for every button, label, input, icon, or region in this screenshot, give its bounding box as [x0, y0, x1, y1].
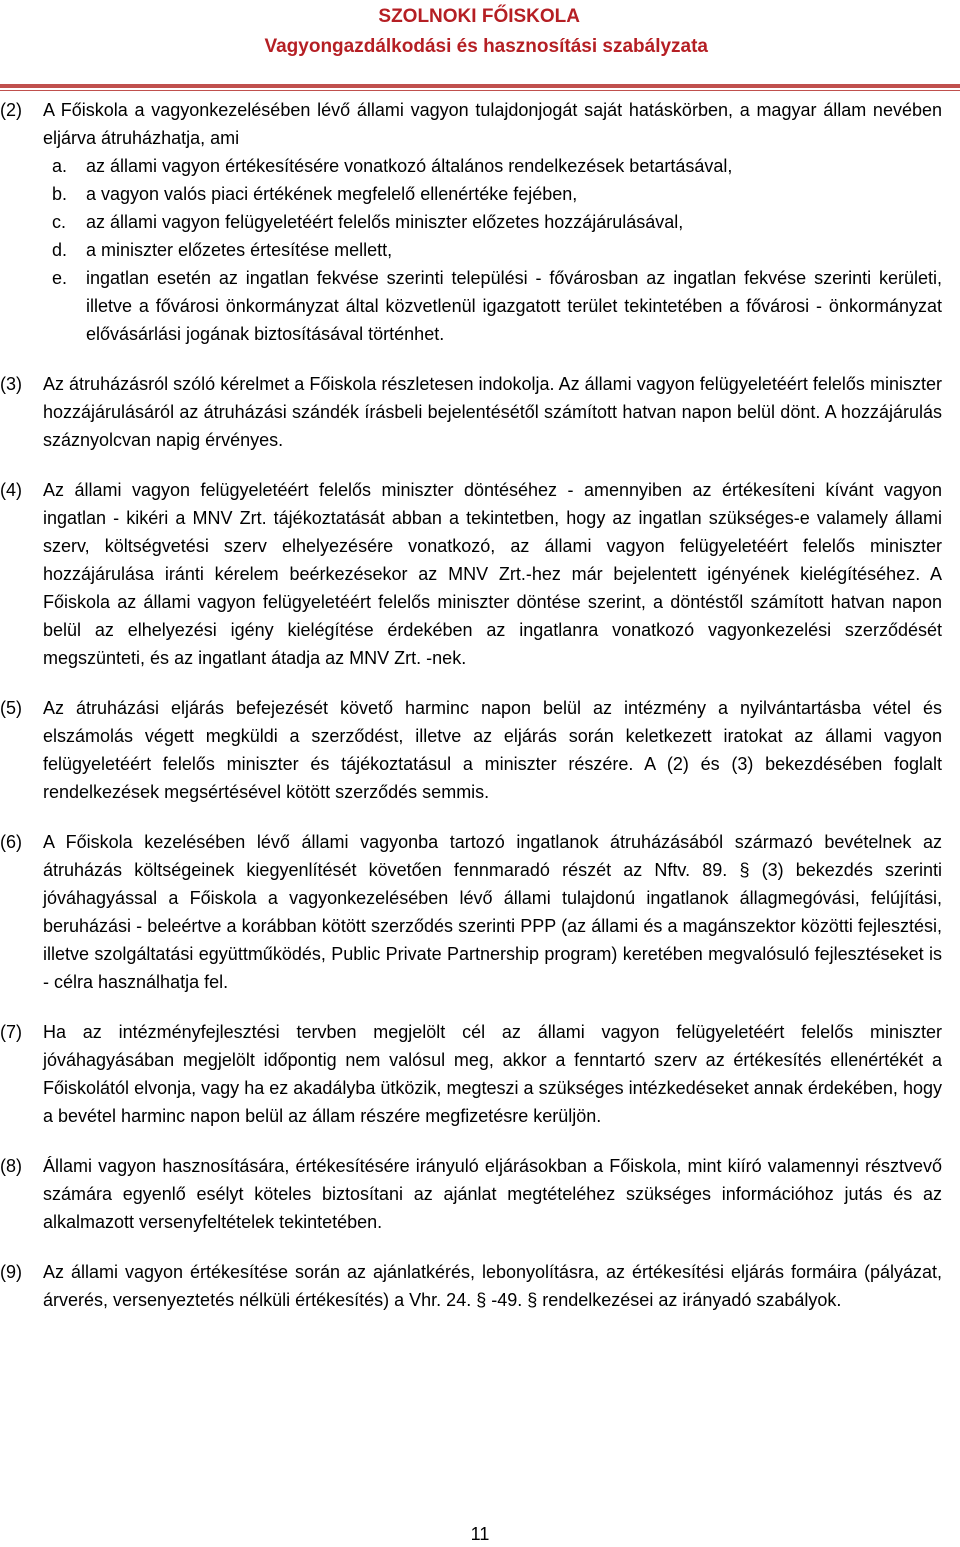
paragraph-number: (3)	[0, 374, 22, 394]
paragraph-7	[0, 1018, 942, 1130]
list-item	[43, 236, 942, 264]
list-item-text: az állami vagyon értékesítésére vonatkozó általános rendelkezések betartásával,	[86, 156, 733, 176]
paragraph-text: Ha az intézményfejlesztési tervben megjelölt cél az állami vagyon felügyeletéért felelős miniszter jóváhagyásában megjelölt időpontig nem valósul meg, akkor a fenntartó szerv az értékesítés ellenértékét a Főiskolától elvonja, vagy ha ez akadályba ütközik, megteszi a szükséges intézkedéseket annak érdekében, hogy a bevétel harminc napon belül az állam részére megfizetésre kerüljön.	[43, 1022, 942, 1126]
list-item-label: d.	[52, 240, 68, 260]
page-header	[0, 6, 960, 90]
header-rule-thin	[0, 90, 960, 91]
page-number: 11	[470, 1524, 490, 1544]
list-item-label: c.	[52, 212, 67, 232]
paragraph-number: (4)	[0, 480, 22, 500]
document-title: Vagyongazdálkodási és hasznosítási szabályzata	[264, 36, 708, 57]
list-item-label: a.	[52, 156, 68, 176]
paragraph-number: (8)	[0, 1156, 22, 1176]
paragraph-3	[0, 370, 942, 454]
list-item-text: az állami vagyon felügyeletéért felelős miniszter előzetes hozzájárulásával,	[86, 212, 684, 232]
paragraph-5	[0, 694, 942, 806]
paragraph-text: Az átruházási eljárás befejezését követő harminc napon belül az intézmény a nyilvántartásba vétel és elszámolás végett megküldi a szerződést, illetve az eljárás során keletkezett iratokat az állami vagyon felügyeletéért felelős miniszter és tájékoztatásul a miniszter részére. A (2) és (3) bekezdésében foglalt rendelkezések megsértésével kötött szerződés semmis.	[43, 698, 942, 802]
paragraph-text: Állami vagyon hasznosítására, értékesítésére irányuló eljárásokban a Főiskola, mint kiíró valamennyi résztvevő számára egyenlő esélyt köteles biztosítani az ajánlat megtételéhez szükséges információhoz jutás és az alkalmazott versenyfeltételek tekintetében.	[43, 1156, 942, 1232]
paragraph-number: (9)	[0, 1262, 22, 1282]
paragraph-number: (6)	[0, 832, 22, 852]
paragraph-8	[0, 1152, 942, 1236]
paragraph-6	[0, 828, 942, 996]
list-item-text: a vagyon valós piaci értékének megfelelő ellenértéke fejében,	[86, 184, 578, 204]
paragraph-text: Az átruházásról szóló kérelmet a Főiskola részletesen indokolja. Az állami vagyon felügyeletéért felelős miniszter hozzájárulásáról az átruházási szándék írásbeli bejelentésétől számított hatvan napon belül dönt. A hozzájárulás száznyolcvan napig érvényes.	[43, 374, 942, 450]
paragraph-number: (2)	[0, 100, 22, 120]
paragraph-9	[0, 1258, 942, 1314]
paragraph-4	[0, 476, 942, 672]
paragraph-number: (7)	[0, 1022, 22, 1042]
list-item-text: a miniszter előzetes értesítése mellett,	[86, 240, 393, 260]
list-item	[43, 264, 942, 348]
paragraph-text: Az állami vagyon értékesítése során az ajánlatkérés, lebonyolításra, az értékesítési eljárás formáira (pályázat, árverés, versenyeztetés nélküli értékesítés) a Vhr. 24. § -49. § rendelkezései az irányadó szabályok.	[43, 1262, 942, 1310]
header-rule-thick	[0, 84, 960, 88]
paragraph-text: A Főiskola a vagyonkezelésében lévő állami vagyon tulajdonjogát saját hatáskörben, a magyar állam nevében eljárva átruházhatja, ami	[43, 100, 942, 148]
paragraph-2	[0, 96, 942, 348]
paragraph-text: A Főiskola kezelésében lévő állami vagyonba tartozó ingatlanok átruházásából származó bevételnek az átruházás költségeinek kiegyenlítését követően fennmaradó részét az Nftv. 89. § (3) bekezdés szerinti jóváhagyással a Főiskola a vagyonkezelésében lévő állami tulajdonú ingatlanok állagmegóvási, felújítási, beruházási - beleértve a korábban kötött szerződés szerinti PPP (az állami és a magánszektor közötti fejlesztési, illetve szolgáltatási együttműködés, Public Private Partnership program) keretében megvalósuló fejlesztéseket is - célra használhatja fel.	[43, 832, 942, 992]
list-item	[43, 208, 942, 236]
paragraph-number: (5)	[0, 698, 22, 718]
list-item-label: e.	[52, 268, 68, 288]
list-item-text: ingatlan esetén az ingatlan fekvése szerinti települési - fővárosban az ingatlan fekvése szerinti kerületi, illetve a fővárosi önkormányzat által közvetlenül igazgatott terület tekintetében a fővárosi - önkormányzat elővásárlási jogának biztosításával történhet.	[86, 268, 942, 344]
document-body	[0, 96, 942, 1336]
institution-name: SZOLNOKI FŐISKOLA	[378, 6, 580, 27]
list-item	[43, 152, 942, 180]
condition-list	[43, 152, 942, 348]
list-item-label: b.	[52, 184, 68, 204]
paragraph-text: Az állami vagyon felügyeletéért felelős miniszter döntéséhez - amennyiben az értékesíteni kívánt vagyon ingatlan - kikéri a MNV Zrt. tájékoztatását abban a tekintetben, hogy az ingatlan szükséges-e valamely állami szerv, költségvetési szerv elhelyezésére vonatkozó, az állami vagyon felügyeletéért felelős miniszter hozzájárulása iránti kérelem beérkezésekor az MNV Zrt.-hez már bejelentett igényének kielégítéséhez. A Főiskola az állami vagyon felügyeletéért felelős miniszter döntése szerint, a döntéstől számított hatvan napon belül az elhelyezési igény kielégítése érdekében az ingatlanra vonatkozó vagyonkezelési szerződését megszünteti, és az ingatlant átadja az MNV Zrt. -nek.	[43, 480, 942, 668]
list-item	[43, 180, 942, 208]
